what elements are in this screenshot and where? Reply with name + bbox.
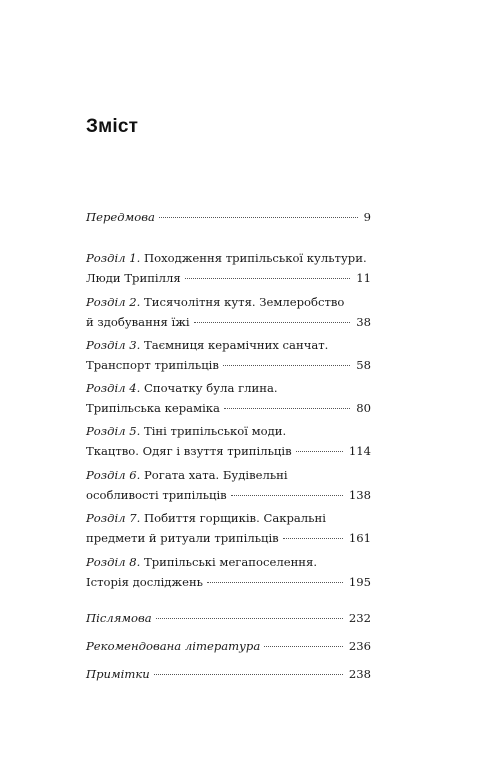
entry-label: Розділ 3.	[86, 338, 141, 352]
dot-leader	[194, 322, 351, 323]
toc-entry-chapter-2	[86, 292, 371, 332]
entry-label: Примітки	[86, 667, 150, 681]
entry-label: Розділ 4.	[86, 381, 141, 395]
page-number: 236	[348, 639, 371, 653]
entry-label: Рекомендована література	[86, 639, 261, 653]
entry-title-cont: Ткацтво. Одяг і взуття трипільців	[86, 444, 292, 458]
entry-title-cont: Люди Трипілля	[86, 271, 181, 285]
entry-title: Походження трипільської культури.	[143, 251, 367, 265]
entry-label: Розділ 6.	[86, 468, 141, 482]
toc-entry-chapter-3	[86, 335, 371, 375]
page-number: 11	[356, 271, 371, 285]
entry-label: Розділ 5.	[86, 424, 141, 438]
page-title: Зміст	[86, 116, 139, 137]
dot-leader	[264, 646, 343, 647]
entry-label: Розділ 8.	[86, 555, 141, 569]
entry-title-cont: предмети й ритуали трипільців	[86, 531, 279, 545]
entry-label: Післямова	[86, 611, 152, 625]
toc-entry-notes	[86, 664, 371, 684]
dot-leader	[159, 217, 358, 218]
dot-leader	[207, 582, 343, 583]
dot-leader	[154, 674, 343, 675]
entry-title-cont: й здобування їжі	[86, 315, 190, 329]
entry-title: Трипільські мегапоселення.	[143, 555, 318, 569]
entry-label: Розділ 7.	[86, 511, 141, 525]
toc-entry-chapter-1	[86, 248, 371, 288]
page-number: 232	[348, 611, 371, 625]
entry-title-cont: особливості трипільців	[86, 488, 227, 502]
toc-entry-chapter-5	[86, 421, 371, 461]
entry-title-cont: Транспорт трипільців	[86, 358, 219, 372]
entry-title: Тіні трипільської моди.	[143, 424, 287, 438]
page-number: 195	[348, 575, 371, 589]
entry-title-cont: Трипільська кераміка	[86, 401, 220, 415]
dot-leader	[156, 618, 343, 619]
toc-entry-chapter-4	[86, 378, 371, 418]
entry-label: Передмова	[86, 210, 155, 224]
dot-leader	[223, 365, 350, 366]
page-number: 58	[356, 358, 371, 372]
dot-leader	[224, 408, 350, 409]
entry-title: Таємниця керамічних санчат.	[143, 338, 329, 352]
toc-entry-chapter-7	[86, 508, 371, 548]
entry-title-cont: Історія досліджень	[86, 575, 203, 589]
page-number: 9	[363, 210, 371, 224]
page-number: 161	[348, 531, 371, 545]
dot-leader	[283, 538, 343, 539]
entry-title: Спочатку була глина.	[143, 381, 278, 395]
toc-entry-foreword	[86, 207, 371, 227]
dot-leader	[296, 451, 343, 452]
dot-leader	[185, 278, 351, 279]
entry-title: Побиття горщиків. Сакральні	[143, 511, 326, 525]
toc-entry-recommended-literature	[86, 636, 371, 656]
page-number: 138	[348, 488, 371, 502]
page-number: 238	[348, 667, 371, 681]
toc-entry-afterword	[86, 608, 371, 628]
page-number: 114	[348, 444, 371, 458]
page-number: 80	[356, 401, 371, 415]
entry-label: Розділ 1.	[86, 251, 141, 265]
entry-title: Тисячолітня кутя. Землеробство	[143, 295, 345, 309]
entry-label: Розділ 2.	[86, 295, 141, 309]
dot-leader	[231, 495, 343, 496]
page-number: 38	[356, 315, 371, 329]
entry-title: Рогата хата. Будівельні	[143, 468, 288, 482]
toc-entry-chapter-8	[86, 552, 371, 592]
table-of-contents	[86, 0, 371, 773]
toc-entry-chapter-6	[86, 465, 371, 505]
